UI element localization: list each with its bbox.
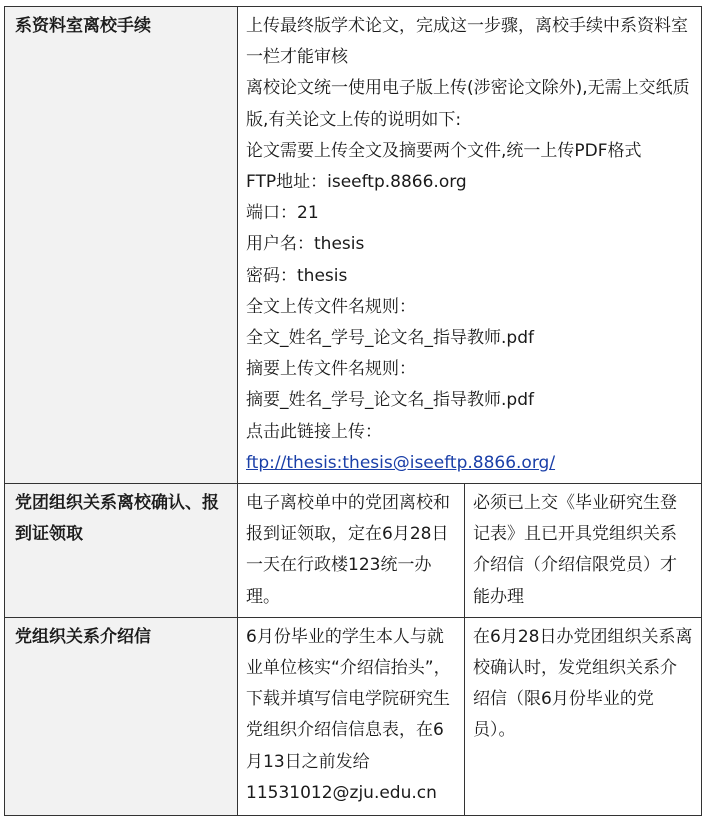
departure-procedures-table: [4, 6, 702, 816]
table-row: [5, 617, 702, 815]
party-confirmation-details: 电子离校单中的党团离校和报到证领取，定在6月28日一天在行政楼123统一办理。: [238, 484, 465, 618]
detail-line-username: 用户名：thesis: [246, 234, 365, 255]
row-title-party-letter: 党组织关系介绍信: [5, 617, 238, 815]
detail-line-electronic: 离校论文统一使用电子版上传(涉密论文除外),无需上交纸质版,有关论文上传的说明如下:: [246, 78, 690, 130]
row-title-party-confirmation: 党团组织关系离校确认、报到证领取: [5, 484, 238, 618]
detail-line-password: 密码：thesis: [246, 265, 348, 286]
party-letter-details: 6月份毕业的学生本人与就业单位核实“介绍信抬头”，下载并填写信电学院研究生党组织介绍信信息表，在6月13日之前发给11531012@zju.edu.cn: [238, 617, 465, 815]
detail-line-pdf: 论文需要上传全文及摘要两个文件,统一上传PDF格式: [246, 140, 642, 161]
detail-line-fulltext-rule: 全文_姓名_学号_论文名_指导教师.pdf: [246, 328, 534, 349]
detail-line-abstract-rule: 摘要_姓名_学号_论文名_指导教师.pdf: [246, 390, 534, 411]
row-title-library: 系资料室离校手续: [5, 7, 238, 484]
party-letter-notes: 在6月28日办党团组织关系离校确认时，发党组织关系介绍信（限6月份毕业的党员）。: [465, 617, 702, 815]
table-row: [5, 7, 702, 484]
detail-line-upload: 上传最终版学术论文，完成这一步骤，离校手续中系资料室一栏才能审核: [246, 16, 688, 68]
detail-line-ftp-address: FTP地址：iseeftp.8866.org: [246, 172, 467, 193]
detail-line-port: 端口：21: [246, 203, 319, 224]
party-confirmation-requirements: 必须已上交《毕业研究生登记表》且已开具党组织关系介绍信（介绍信限党员）才能办理: [465, 484, 702, 618]
detail-line-click-link: 点击此链接上传：: [246, 421, 382, 442]
detail-line-abstract-rule-label: 摘要上传文件名规则：: [246, 359, 416, 380]
library-procedure-details: [238, 7, 702, 484]
ftp-upload-link[interactable]: ftp://thesis:thesis@iseeftp.8866.org/: [246, 452, 556, 473]
detail-line-fulltext-rule-label: 全文上传文件名规则：: [246, 296, 416, 317]
table-row: [5, 484, 702, 618]
